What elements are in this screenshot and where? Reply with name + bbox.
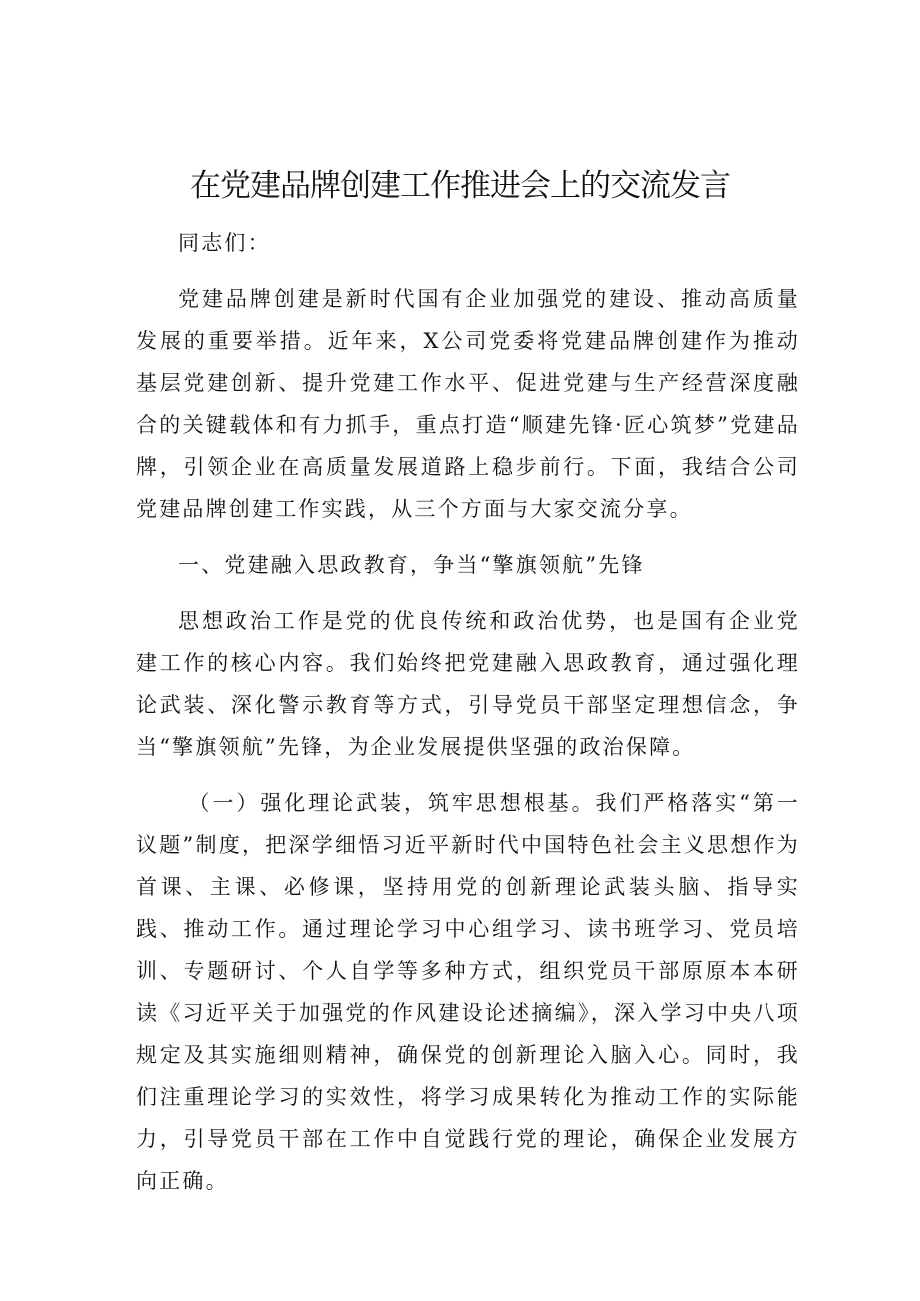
- section-1-paragraph: 思想政治工作是党的优良传统和政治优势，也是国有企业党建工作的核心内容。我们始终把党建融入思政教育，通过强化理论武装、深化警示教育等方式，引导党员干部坚定理想信念，争当“擎旗领航”先锋，为企业发展提供坚强的政治保障。: [136, 609, 800, 759]
- intro-paragraph: 党建品牌创建是新时代国有企业加强党的建设、推动高质量发展的重要举措。近年来，X公司党委将党建品牌创建作为推动基层党建创新、提升党建工作水平、促进党建与生产经营深度融合的关键载体和有力抓手，重点打造“顺建先锋·匠心筑梦”党建品牌，引领企业在高质量发展道路上稳步前行。下面，我结合公司党建品牌创建工作实践，从三个方面与大家交流分享。: [136, 287, 800, 521]
- salutation: 同志们：: [178, 231, 271, 255]
- section-1-heading: 一、党建融入思政教育，争当“擎旗领航”先锋: [178, 553, 645, 577]
- document-body: [136, 222, 800, 1202]
- document-title: 在党建品牌创建工作推进会上的交流发言: [190, 168, 730, 204]
- subsection-1-paragraph: （一）强化理论武装，筑牢思想根基。我们严格落实“第一议题”制度，把深学细悟习近平新时代中国特色社会主义思想作为首课、主课、必修课，坚持用党的创新理论武装头脑、指导实践、推动工作。通过理论学习中心组学习、读书班学习、党员培训、专题研讨、个人自学等多种方式，组织党员干部原原本本研读《习近平关于加强党的作风建设论述摘编》，深入学习中央八项规定及其实施细则精神，确保党的创新理论入脑入心。同时，我们注重理论学习的实效性，将学习成果转化为推动工作的实际能力，引导党员干部在工作中自觉践行党的理论，确保企业发展方向正确。: [136, 791, 800, 1193]
